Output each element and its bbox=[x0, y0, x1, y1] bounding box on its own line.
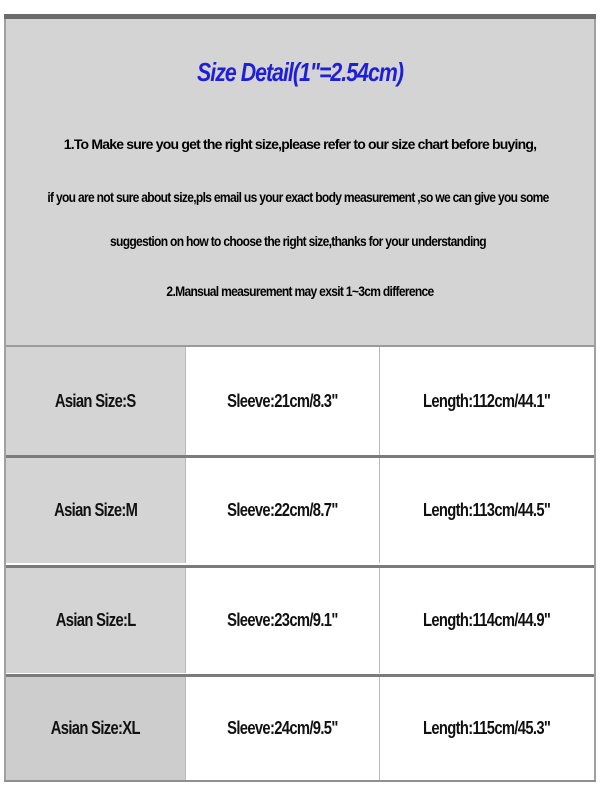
size-cell: Asian Size:S bbox=[6, 347, 186, 455]
length-cell: Length:113cm/44.5" bbox=[380, 458, 594, 563]
page-title: Size Detail(1"=2.54cm) bbox=[197, 57, 403, 87]
length-cell: Length:112cm/44.1" bbox=[380, 347, 594, 455]
size-cell: Asian Size:XL bbox=[6, 677, 186, 780]
sleeve-cell: Sleeve:24cm/9.5" bbox=[186, 677, 380, 780]
table-row bbox=[6, 674, 594, 780]
table-row bbox=[6, 565, 594, 673]
length-cell: Length:115cm/45.3" bbox=[380, 677, 594, 780]
note-measurement-difference: 2.Mansual measurement may exsit 1~3cm difference bbox=[166, 283, 434, 299]
note-sizing-advice: 1.To Make sure you get the right size,please refer to our size chart before buying, bbox=[63, 136, 537, 152]
sleeve-cell: Sleeve:23cm/9.1" bbox=[186, 568, 380, 673]
size-detail-header bbox=[6, 19, 594, 347]
table-row bbox=[6, 347, 594, 455]
size-cell: Asian Size:L bbox=[6, 568, 186, 673]
table-row bbox=[6, 455, 594, 563]
sleeve-cell: Sleeve:21cm/8.3" bbox=[186, 347, 380, 455]
sleeve-cell: Sleeve:22cm/8.7" bbox=[186, 458, 380, 563]
size-chart bbox=[4, 19, 596, 782]
bottom-border bbox=[4, 780, 596, 782]
length-cell: Length:114cm/44.9" bbox=[380, 568, 594, 673]
note-email-measurement: if you are not sure about size,pls email us your exact body measurement ,so we can give you some suggestion on how to choose the right size,thanks for your understanding bbox=[47, 189, 549, 249]
size-cell: Asian Size:M bbox=[6, 458, 186, 563]
